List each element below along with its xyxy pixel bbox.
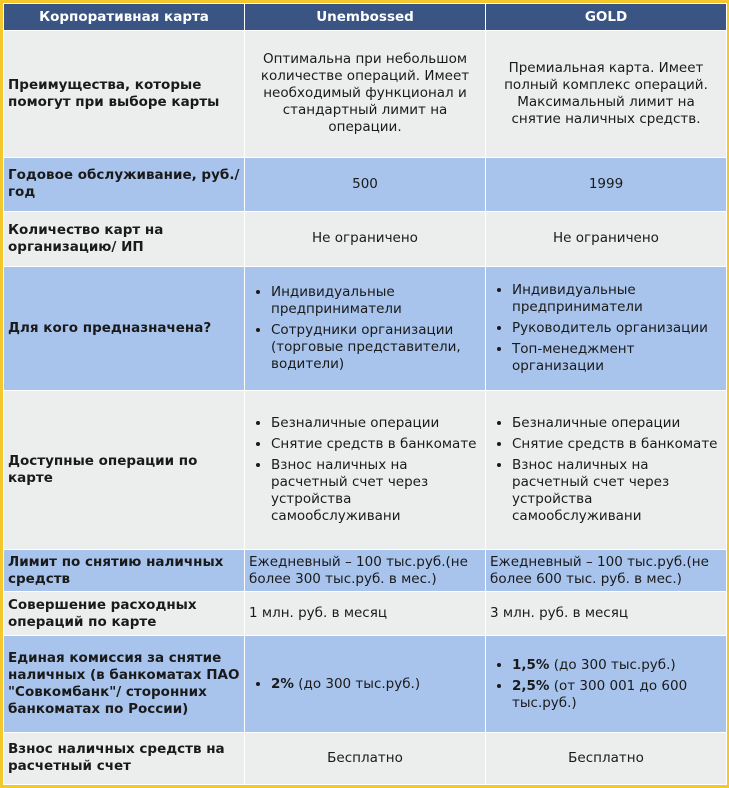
row-cash-limit [4,550,727,592]
unembossed-cell [245,266,486,390]
unembossed-cell: Ежедневный – 100 тыс.руб.(не более 300 тыс.руб. в мес.) [245,550,486,592]
row-commission [4,636,727,732]
list-item: • Безналичные операции [271,415,481,432]
row-label: Количество карт на организацию/ ИП [4,211,245,266]
unembossed-cell: 500 [245,157,486,211]
row-advantages [4,31,727,158]
header-row [4,4,727,31]
gold-cell: 1999 [486,157,727,211]
gold-cell [486,636,727,732]
list-item: • 2,5% (от 300 001 до 600 тыс.руб.) [512,678,722,712]
gold-cell: Бесплатно [486,732,727,784]
list-item: • Безналичные операции [512,415,722,432]
row-target-audience [4,266,727,390]
list-item: • Взнос наличных на расчетный счет через устройства самообслуживани [512,457,722,525]
row-operations [4,391,727,550]
row-card-count [4,211,727,266]
list-item: • Снятие средств в банкомате [271,436,481,453]
list-item: • Индивидуальные предприниматели [271,284,481,318]
list-item: • Индивидуальные предприниматели [512,282,722,316]
row-cash-deposit [4,732,727,784]
row-label: Преимущества, которые помогут при выборе карты [4,31,245,158]
list-item: • 2% (до 300 тыс.руб.) [271,676,481,693]
row-label: Для кого предназначена? [4,266,245,390]
list-item: • Снятие средств в банкомате [512,436,722,453]
unembossed-cell: Оптимальна при небольшом количестве операций. Имеет необходимый функционал и стандартный лимит на операции. [245,31,486,158]
unembossed-cell: Не ограничено [245,211,486,266]
header-unembossed: Unembossed [245,4,486,31]
list-item: • 1,5% (до 300 тыс.руб.) [512,657,722,674]
gold-cell: Не ограничено [486,211,727,266]
list-item: • Топ-менеджмент организации [512,341,722,375]
list-item: • Сотрудники организации (торговые представители, водители) [271,322,481,373]
unembossed-cell: 1 млн. руб. в месяц [245,592,486,636]
gold-cell [486,266,727,390]
unembossed-cell: Бесплатно [245,732,486,784]
row-label: Взнос наличных средств на расчетный счет [4,732,245,784]
gold-cell: Ежедневный – 100 тыс.руб.(не более 600 тыс. руб. в мес.) [486,550,727,592]
row-label: Совершение расходных операций по карте [4,592,245,636]
gold-cell: 3 млн. руб. в месяц [486,592,727,636]
row-label: Единая комиссия за снятие наличных (в банкоматах ПАО "Совкомбанк"/ сторонних банкоматах по России) [4,636,245,732]
unembossed-cell [245,391,486,550]
row-label: Доступные операции по карте [4,391,245,550]
row-label: Лимит по снятию наличных средств [4,550,245,592]
gold-cell [486,391,727,550]
row-label: Годовое обслуживание, руб./год [4,157,245,211]
row-spending [4,592,727,636]
header-gold: GOLD [486,4,727,31]
list-item: • Взнос наличных на расчетный счет через устройства самообслуживани [271,457,481,525]
header-card-type: Корпоративная карта [4,4,245,31]
row-annual-fee [4,157,727,211]
card-comparison-table [3,3,727,785]
unembossed-cell [245,636,486,732]
list-item: • Руководитель организации [512,320,722,337]
gold-cell: Премиальная карта. Имеет полный комплекс операций. Максимальный лимит на снятие наличных средств. [486,31,727,158]
